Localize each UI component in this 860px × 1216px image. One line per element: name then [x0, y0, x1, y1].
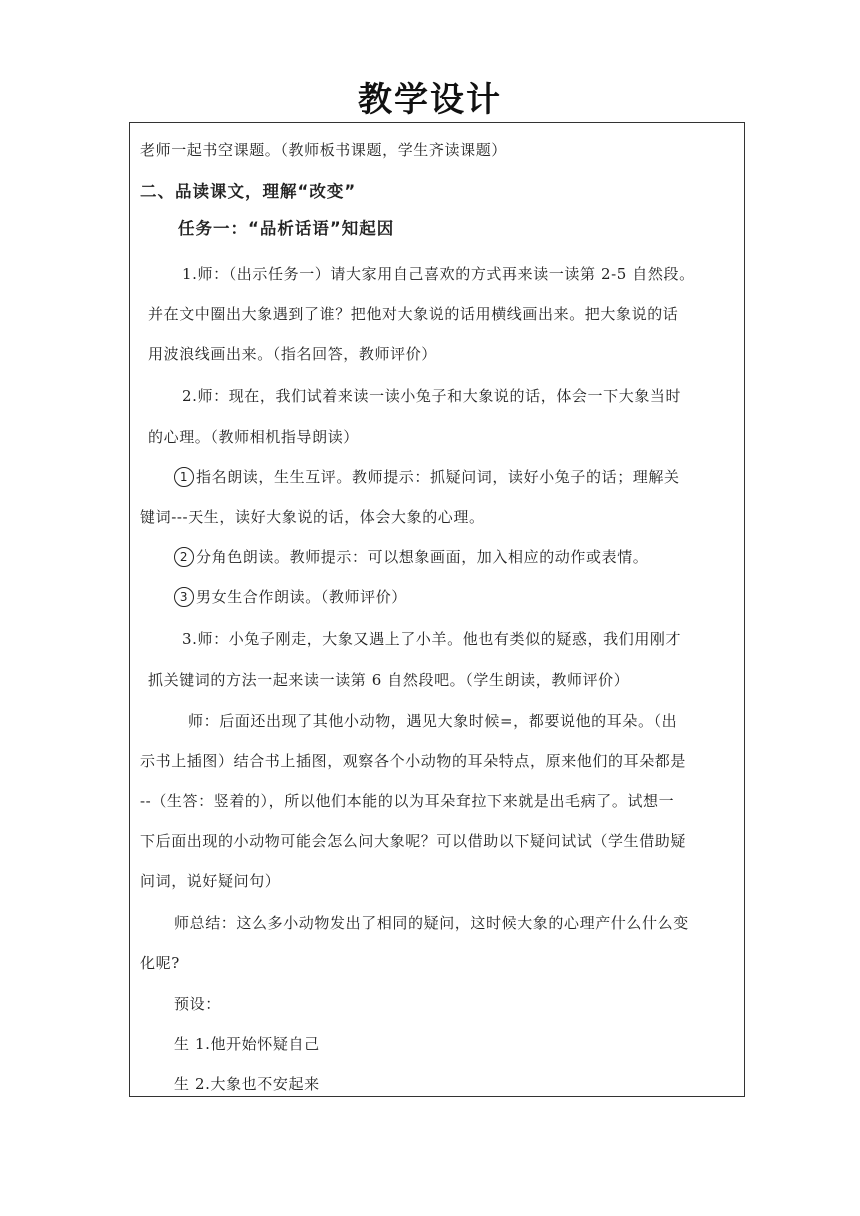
text-line: 化呢?: [140, 954, 180, 972]
text-line: 抓关键词的方法一起来读一读第 6 自然段吧。（学生朗读，教师评价）: [148, 671, 630, 689]
text-line: 生 2.大象也不安起来: [174, 1075, 320, 1093]
numbered-item: 2 分角色朗读。教师提示：可以想象画面，加入相应的动作或表情。: [174, 546, 648, 567]
task-heading: 任务一：“品析话语”知起因: [178, 219, 395, 238]
circled-number: 1: [174, 467, 194, 487]
text-line: 的心理。（教师相机指导朗读）: [148, 428, 359, 446]
numbered-item: 3 男女生合作朗读。（教师评价）: [174, 586, 407, 607]
text-line: 下后面出现的小动物可能会怎么问大象呢？可以借助以下疑问试试（学生借助疑: [140, 832, 687, 850]
text-line: 键词---天生，读好大象说的话，体会大象的心理。: [140, 508, 485, 526]
text-line: 师总结：这么多小动物发出了相同的疑问，这时候大象的心理产什么什么变: [174, 914, 689, 932]
text-line: 2.师：现在，我们试着来读一读小兔子和大象说的话，体会一下大象当时: [182, 387, 682, 405]
text-line: 1.师：（出示任务一）请大家用自己喜欢的方式再来读一读第 2-5 自然段。: [182, 265, 695, 283]
text-line: 用波浪线画出来。（指名回答，教师评价）: [148, 345, 437, 363]
text-line: 师：后面还出现了其他小动物，遇见大象时候=，都要说他的耳朵。（出: [188, 712, 678, 730]
circled-number: 2: [174, 547, 194, 567]
text-line: 3.师：小兔子刚走，大象又遇上了小羊。他也有类似的疑惑，我们用刚才: [182, 630, 682, 648]
page-title: 教学设计: [358, 80, 502, 120]
text-line: 并在文中圈出大象遇到了谁？把他对大象说的话用横线画出来。把大象说的话: [148, 305, 679, 323]
text-line: --（生答：竖着的），所以他们本能的以为耳朵耷拉下来就是出毛病了。试想一: [140, 792, 675, 810]
text-line: 预设：: [174, 995, 221, 1013]
numbered-item: 1 指名朗读，生生互评。教师提示：抓疑问词，读好小兔子的话；理解关: [174, 466, 680, 487]
text-line: 示书上插图）结合书上插图，观察各个小动物的耳朵特点，原来他们的耳朵都是: [140, 752, 687, 770]
text-line: 生 1.他开始怀疑自己: [174, 1035, 320, 1053]
circled-number: 3: [174, 587, 194, 607]
text-line: 问词，说好疑问句）: [140, 872, 281, 890]
text-line: 老师一起书空课题。（教师板书课题，学生齐读课题）: [140, 141, 507, 159]
section-heading: 二、品读课文，理解“改变”: [140, 182, 357, 201]
